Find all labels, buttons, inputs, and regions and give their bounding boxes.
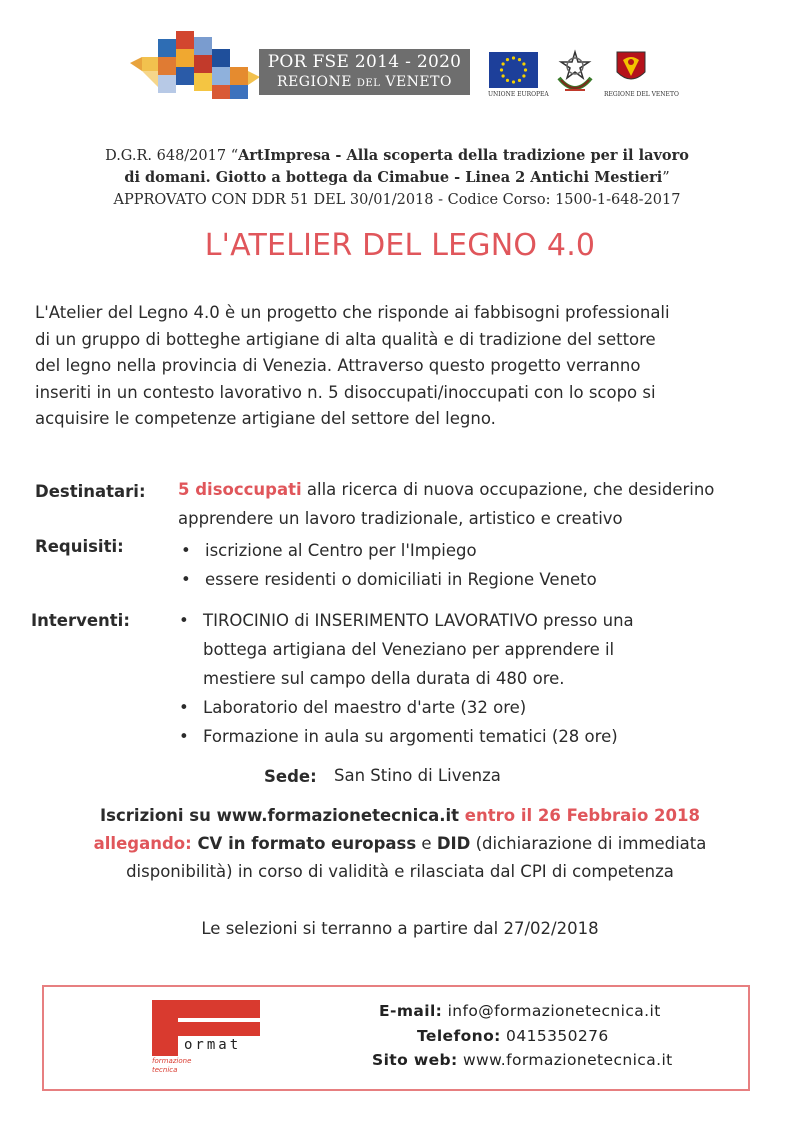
list-item: • Formazione in aula su argomenti tematici (28 ore): [179, 727, 618, 746]
por-fse-line1: POR FSE 2014 - 2020: [267, 52, 462, 72]
selezioni-line: Le selezioni si terranno a partire dal 27/02/2018: [201, 919, 599, 938]
intro-line: acquisire le competenze artigiane del settore del legno.: [35, 409, 496, 428]
page-title: L'ATELIER DEL LEGNO 4.0: [204, 228, 596, 263]
format-logo-sub-1: formazione: [152, 1057, 192, 1065]
list-item: • essere residenti o domiciliati in Regione Veneto: [181, 570, 597, 589]
contact-box: [42, 985, 750, 1091]
eu-caption: UNIONE EUROPEA: [488, 91, 549, 98]
intro-paragraph: [35, 300, 775, 433]
veneto-caption: REGIONE DEL VENETO: [604, 91, 679, 98]
eu-flag-logo: [489, 52, 538, 88]
destinatari-label: Destinatari:: [35, 482, 146, 501]
phone-number: 0415350276: [500, 1027, 609, 1045]
por-fse-line2: REGIONE DEL VENETO: [277, 74, 452, 90]
intro-line: del legno nella provincia di Venezia. Attraverso questo progetto verranno: [35, 356, 641, 375]
format-logo-text: ormat: [184, 1037, 242, 1053]
iscrizioni-line-3: disponibilità) in corso di validità e rilasciata dal CPI di competenza: [126, 862, 674, 881]
sede-value: San Stino di Livenza: [334, 766, 501, 785]
iscrizioni-line-1: Iscrizioni su www.formazionetecnica.it entro il 26 Febbraio 2018: [100, 806, 700, 825]
destinatari-text: 5 disoccupati alla ricerca di nuova occupazione, che desiderino apprendere un lavoro tradizionale, artistico e creativo: [178, 480, 715, 528]
requisiti-label: Requisiti:: [35, 537, 124, 556]
header-logos: [0, 0, 794, 110]
sede-label: Sede:: [264, 767, 317, 786]
email-link[interactable]: info@formazionetecnica.it: [442, 1002, 661, 1020]
contact-website: Sito web: www.formazionetecnica.it: [372, 1051, 673, 1069]
interventi-label: Interventi:: [31, 611, 130, 630]
list-item: • Laboratorio del maestro d'arte (32 ore): [179, 698, 527, 717]
format-logo-f-top: [152, 1000, 260, 1018]
format-logo-sub-2: tecnica: [152, 1066, 178, 1074]
intro-line: L'Atelier del Legno 4.0 è un progetto che risponde ai fabbisogni professionali: [35, 303, 670, 322]
format-logo-f-stem: [152, 1018, 178, 1056]
intro-line: inseriti in un contesto lavorativo n. 5 disoccupati/inoccupati con lo scopo si: [35, 382, 656, 402]
contact-phone: Telefono: 0415350276: [417, 1027, 609, 1045]
list-item: • TIROCINIO di INSERIMENTO LAVORATIVO presso una bottega artigiana del Veneziano per apprendere il mestiere sul campo della durata di 480 ore.: [179, 611, 634, 688]
contact-email: E-mail: info@formazionetecnica.it: [379, 1002, 661, 1020]
dgr-line-1: D.G.R. 648/2017 “ArtImpresa - Alla scoperta della tradizione per il lavoro: [105, 147, 689, 164]
por-fse-graphic-logo: [128, 27, 263, 103]
destinatari-highlight: 5 disoccupati: [178, 480, 302, 499]
italian-republic-emblem: [555, 48, 595, 100]
por-fse-title-box: [259, 49, 470, 95]
approval-line: APPROVATO CON DDR 51 DEL 30/01/2018 - Codice Corso: 1500-1-648-2017: [113, 192, 681, 208]
intro-line: di un gruppo di botteghe artigiane di alta qualità e di tradizione del settore: [35, 329, 656, 349]
requisiti-list: [181, 536, 597, 594]
dgr-line-2: di domani. Giotto a bottega da Cimabue - Linea 2 Antichi Mestieri”: [124, 169, 670, 186]
iscrizioni-line-2: allegando: CV in formato europass e DID (dichiarazione di immediata: [93, 834, 707, 853]
format-logo: [150, 1000, 265, 1075]
list-item: • iscrizione al Centro per l'Impiego: [181, 541, 477, 560]
format-logo-f-mid: [178, 1022, 260, 1036]
regione-veneto-emblem: [615, 50, 647, 86]
website-link[interactable]: www.formazionetecnica.it: [457, 1051, 673, 1069]
interventi-list: [179, 606, 634, 751]
